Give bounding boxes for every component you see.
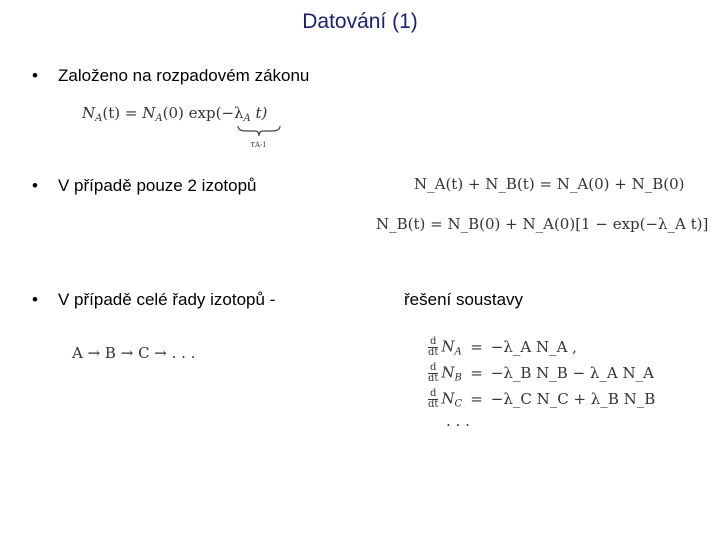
differential-system	[424, 334, 659, 430]
bullet-decay-law	[32, 66, 309, 86]
bullet-glyph: •	[32, 290, 38, 309]
bullet-text: V případě celé řady izotopů -	[58, 290, 276, 309]
arg: (0)	[162, 104, 184, 122]
equation-rhs: −λ_C N_C + λ_B N_B	[490, 390, 656, 408]
arg: (t)	[102, 104, 121, 122]
bullet-glyph: •	[32, 66, 38, 85]
exp-function: exp	[188, 104, 216, 122]
two-isotope-sum-formula: N_A(t) + N_B(t) = N_A(0) + N_B(0)	[414, 175, 685, 193]
bullet-text: Založeno na rozpadovém zákonu	[58, 66, 310, 85]
subscript: A	[243, 113, 251, 124]
equation-rhs: −λ_B N_B − λ_A N_A	[490, 364, 654, 382]
equals-sign: =	[124, 104, 138, 122]
bullet-two-isotopes	[32, 176, 256, 196]
bullet-glyph: •	[32, 176, 38, 195]
equation-row: $\frac{d}{dt}$ $N_B$ = −λ_B N_B − λ_A N_A	[424, 360, 659, 386]
bullet-text: V případě pouze 2 izotopů	[58, 176, 257, 195]
tau-label: τA-1	[250, 140, 267, 150]
formula-text: N_B(t) = N_B(0) + N_A(0)[1 − exp(−λ_A t)]	[376, 215, 709, 233]
derivative: $\frac{d}{dt}$	[428, 335, 439, 358]
equals-sign: =	[470, 338, 483, 356]
chain-formula: A → B → C → . . .	[72, 344, 196, 362]
equation-row: $\frac{d}{dt}$ $N_A$ = −λ_A N_A ,	[424, 334, 659, 360]
derivative: $\frac{d}{dt}$	[428, 387, 439, 410]
two-isotope-nb-formula	[376, 215, 708, 233]
symbol-n: N	[142, 104, 156, 122]
subscript: A	[95, 113, 103, 124]
tail: t)	[255, 104, 268, 122]
equals-sign: =	[470, 390, 483, 408]
decay-law-formula: $N_A(t) = N_A(0)$ $\exp(-\lambda_A$ t)	[82, 104, 268, 124]
system-solution-label: řešení soustavy	[404, 290, 524, 309]
equals-sign: =	[470, 364, 483, 382]
symbol-n: N	[82, 104, 96, 122]
equation-row: $\frac{d}{dt}$ $N_C$ = −λ_C N_C + λ_B N_B	[424, 386, 659, 412]
bullet-chain	[32, 290, 275, 310]
derivative: $\frac{d}{dt}$	[428, 361, 439, 384]
lambda-symbol: −λ	[221, 104, 244, 122]
underbrace-icon	[236, 124, 282, 138]
slide-title: Datování (1)	[302, 10, 418, 33]
system-ellipsis: . . .	[446, 412, 470, 430]
subscript: A	[155, 113, 163, 124]
equation-rhs: −λ_A N_A ,	[490, 338, 577, 356]
